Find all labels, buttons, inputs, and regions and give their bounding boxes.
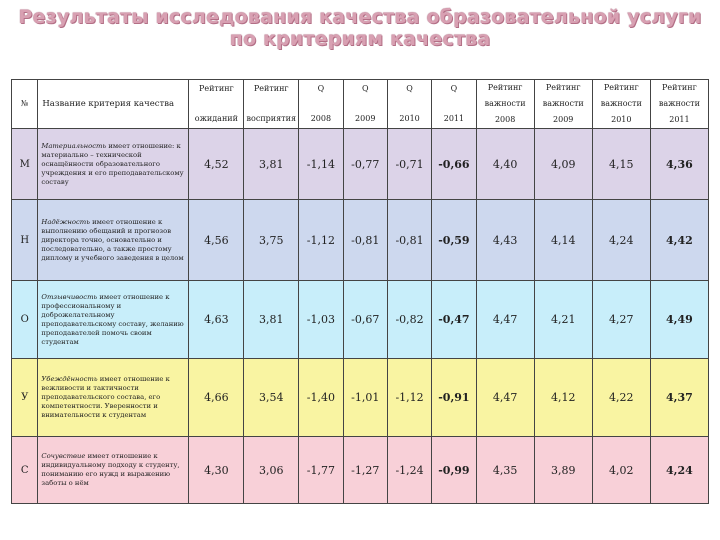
criterion-text: имеет отношение: к материально – технической оснащённости образовательного учреждения и его преподавательскому составу: [41, 141, 184, 186]
title-line-1: Результаты исследования качества образовательной услуги: [18, 6, 702, 28]
value-cell: -0,81: [343, 200, 387, 281]
header-col: Q 2011: [432, 80, 476, 129]
table-row: [12, 281, 709, 359]
header-col: Q 2009: [343, 80, 387, 129]
value-cell: -1,77: [299, 437, 343, 504]
value-cell: 4,47: [476, 359, 534, 437]
header-col: Рейтинг ожиданий: [189, 80, 244, 129]
value-cell: 4,63: [189, 281, 244, 359]
page-title: [0, 6, 720, 50]
value-cell: -1,40: [299, 359, 343, 437]
table-row: [12, 437, 709, 504]
value-cell: 4,56: [189, 200, 244, 281]
value-cell: -0,91: [432, 359, 476, 437]
results-table: [11, 79, 709, 504]
value-cell: -1,14: [299, 129, 343, 200]
value-cell: -1,01: [343, 359, 387, 437]
table-row: [12, 200, 709, 281]
table-body: [12, 129, 709, 504]
criterion-text: имеет отношение к индивидуальному подходу к студенту, пониманию его нужд и выражению заботы о нём: [41, 452, 180, 487]
criterion-description: [38, 129, 189, 200]
value-cell: 4,52: [189, 129, 244, 200]
header-col: Q 2010: [387, 80, 431, 129]
criterion-name: Надёжность: [41, 217, 90, 226]
value-cell: -0,82: [387, 281, 431, 359]
criterion-name: Отзывчивость: [41, 292, 98, 301]
value-cell: 4,37: [650, 359, 708, 437]
criterion-description: [38, 437, 189, 504]
value-cell: 4,27: [592, 281, 650, 359]
value-cell: 4,36: [650, 129, 708, 200]
value-cell: -0,81: [387, 200, 431, 281]
criterion-text: имеет отношение к профессиональному и доброжелательному преподавательскому составу, желанию преподавателей помочь своим студентам: [41, 292, 184, 346]
value-cell: 4,42: [650, 200, 708, 281]
criterion-description: [38, 359, 189, 437]
header-col: Рейтинг восприятия: [244, 80, 299, 129]
value-cell: 4,14: [534, 200, 592, 281]
value-cell: -1,12: [299, 200, 343, 281]
value-cell: 4,66: [189, 359, 244, 437]
value-cell: -1,12: [387, 359, 431, 437]
value-cell: 4,24: [592, 200, 650, 281]
header-number: №: [12, 80, 38, 129]
value-cell: -0,59: [432, 200, 476, 281]
value-cell: 4,49: [650, 281, 708, 359]
header-col: Рейтинг важности 2009: [534, 80, 592, 129]
criterion-letter: У: [12, 359, 38, 437]
criterion-letter: С: [12, 437, 38, 504]
value-cell: 3,75: [244, 200, 299, 281]
criterion-description: [38, 200, 189, 281]
criterion-letter: Н: [12, 200, 38, 281]
value-cell: 4,21: [534, 281, 592, 359]
value-cell: -0,77: [343, 129, 387, 200]
value-cell: 4,40: [476, 129, 534, 200]
value-cell: -0,66: [432, 129, 476, 200]
criterion-text: имеет отношение к выполнению обещаний и прогнозов директора точно, основательно и последовательно, а также простому диплому и учебного заведения в целом: [41, 217, 184, 262]
criterion-text: имеет отношение к вежливости и тактичности преподавательского состава, его компетентности. Уверенности и внимательности к студентам: [41, 375, 170, 419]
value-cell: 3,06: [244, 437, 299, 504]
title-line-2: по критериям качества: [229, 28, 491, 50]
value-cell: -0,67: [343, 281, 387, 359]
table-row: [12, 129, 709, 200]
criterion-name: Сочувствие: [41, 452, 86, 460]
value-cell: 3,89: [534, 437, 592, 504]
header-criterion: Название критерия качества: [38, 80, 189, 129]
value-cell: 3,81: [244, 281, 299, 359]
table-row: [12, 359, 709, 437]
criterion-name: Убеждённость: [41, 375, 98, 383]
value-cell: 4,12: [534, 359, 592, 437]
criterion-letter: О: [12, 281, 38, 359]
value-cell: -1,03: [299, 281, 343, 359]
value-cell: -1,27: [343, 437, 387, 504]
criterion-description: [38, 281, 189, 359]
value-cell: -0,47: [432, 281, 476, 359]
header-col: Рейтинг важности 2011: [650, 80, 708, 129]
header-col: Q 2008: [299, 80, 343, 129]
header-col: Рейтинг важности 2008: [476, 80, 534, 129]
value-cell: 4,15: [592, 129, 650, 200]
value-cell: 4,35: [476, 437, 534, 504]
header-col: Рейтинг важности 2010: [592, 80, 650, 129]
criterion-name: Материальность: [41, 141, 107, 150]
value-cell: 3,81: [244, 129, 299, 200]
value-cell: 4,43: [476, 200, 534, 281]
value-cell: 3,54: [244, 359, 299, 437]
value-cell: 4,09: [534, 129, 592, 200]
value-cell: -0,71: [387, 129, 431, 200]
value-cell: 4,30: [189, 437, 244, 504]
value-cell: 4,24: [650, 437, 708, 504]
value-cell: 4,47: [476, 281, 534, 359]
value-cell: -0,99: [432, 437, 476, 504]
value-cell: 4,02: [592, 437, 650, 504]
value-cell: -1,24: [387, 437, 431, 504]
criterion-letter: М: [12, 129, 38, 200]
value-cell: 4,22: [592, 359, 650, 437]
